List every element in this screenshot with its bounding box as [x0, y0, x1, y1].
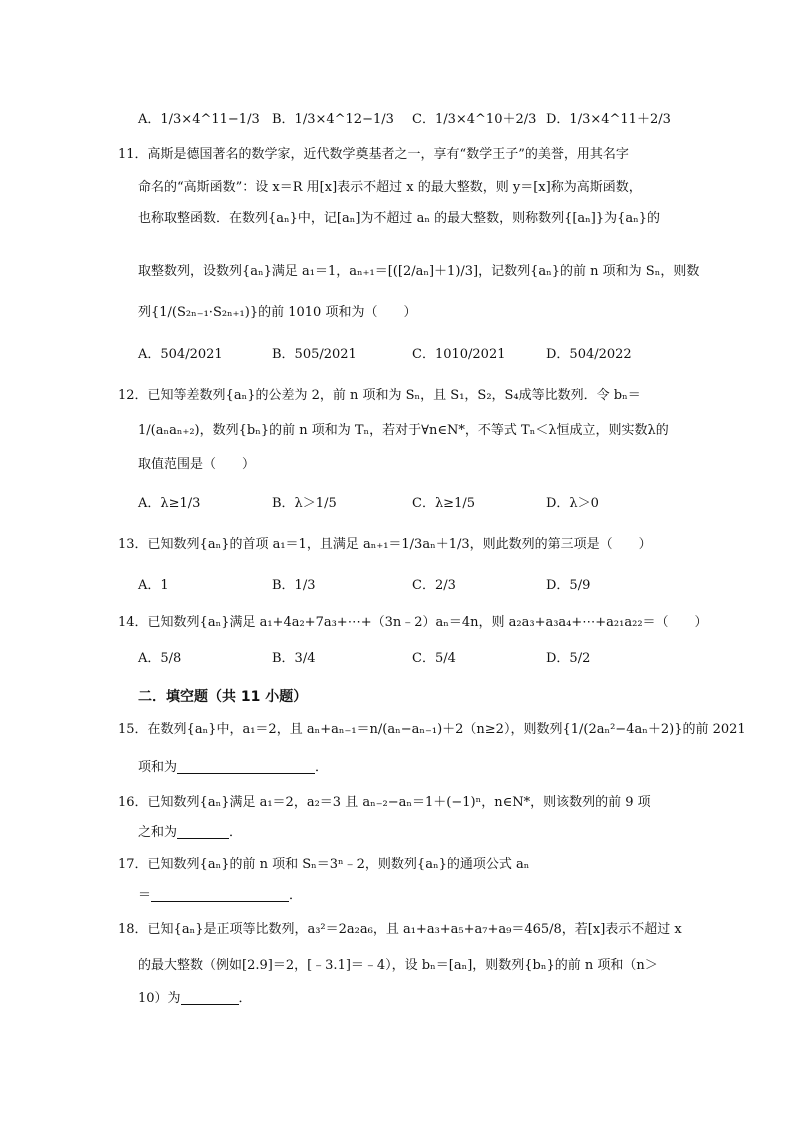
q11-line-4: 取整数列，设数列{aₙ}满足 a₁＝1，aₙ₊₁＝[([2/aₙ]＋1)/3]，记数列{aₙ}的前 n 项和为 Sₙ，则数 [138, 264, 700, 279]
q18-answer-blank[interactable] [181, 990, 239, 1005]
q16-line-1: 16．已知数列{aₙ}满足 a₁＝2，a₂＝3 且 aₙ₋₂−aₙ＝1＋(−1)ⁿ，n∈N*，则该数列的前 9 项 [118, 795, 651, 810]
q12-line-2: 1/(aₙaₙ₊₂)，数列{bₙ}的前 n 项和为 Tₙ，若对于∀n∈N*，不等式 Tₙ＜λ恒成立，则实数λ的 [138, 423, 669, 438]
q10-option-c: C．1/3×4^10＋2/3 [412, 112, 537, 127]
q18-text: 10）为 [138, 991, 181, 1006]
q13-line-1: 13．已知数列{aₙ}的首项 a₁＝1，且满足 aₙ₊₁＝1/3aₙ＋1/3，则此数列的第三项是（ ） [118, 537, 652, 552]
q16-period: ． [229, 825, 243, 840]
q12-line-1: 12．已知等差数列{aₙ}的公差为 2，前 n 项和为 Sₙ，且 S₁，S₂，S₄成等比数列．令 bₙ＝ [118, 388, 641, 403]
q15-period: ． [315, 760, 329, 775]
q15-line-2 [138, 758, 328, 778]
q16-line-2 [138, 823, 242, 843]
q10-option-d: D．1/3×4^11＋2/3 [546, 112, 671, 127]
q15-answer-blank[interactable] [177, 759, 315, 774]
q17-answer-blank[interactable] [151, 887, 289, 902]
q13-option-a: A．1 [138, 578, 169, 593]
q11-option-d: D．504/2022 [546, 347, 632, 362]
q17-line-1: 17．已知数列{aₙ}的前 n 项和 Sₙ＝3ⁿ﹣2，则数列{aₙ}的通项公式 aₙ [118, 857, 530, 872]
q11-line-2: 命名的“高斯函数”：设 x＝R 用[x]表示不超过 x 的最大整数，则 y＝[x]称为高斯函数， [138, 180, 642, 195]
q11-option-b: B．505/2021 [272, 347, 357, 362]
q18-line-3 [138, 989, 252, 1009]
q11-line-1: 11．高斯是德国著名的数学家，近代数学奠基者之一，享有“数学王子”的美誉，用其名字 [118, 147, 629, 162]
q10-option-b: B．1/3×4^12−1/3 [272, 112, 394, 127]
q13-option-b: B．1/3 [272, 578, 316, 593]
q17-line-2 [138, 886, 302, 906]
q14-option-a: A．5/8 [138, 651, 182, 666]
q12-option-a: A．λ≥1/3 [138, 496, 201, 511]
q17-period: ． [289, 888, 303, 903]
q10-option-a: A．1/3×4^11−1/3 [138, 112, 260, 127]
q14-option-c: C．5/4 [412, 651, 456, 666]
q18-line-2: 的最大整数（例如[2.9]＝2，[﹣3.1]＝﹣4），设 bₙ＝[aₙ]，则数列{bₙ}的前 n 项和（n＞ [138, 958, 658, 973]
q12-option-c: C．λ≥1/5 [412, 496, 476, 511]
q18-line-1: 18．已知{aₙ}是正项等比数列，a₃²＝2a₂a₆，且 a₁+a₃+a₅+a₇+a₉＝465/8，若[x]表示不超过 x [118, 922, 682, 937]
q12-option-b: B．λ＞1/5 [272, 496, 337, 511]
q16-text: 之和为 [138, 825, 178, 840]
q14-option-d: D．5/2 [546, 651, 591, 666]
q13-option-d: D．5/9 [546, 578, 591, 593]
q11-line-5: 列{1/(S₂ₙ₋₁·S₂ₙ₊₁)}的前 1010 项和为（ ） [138, 305, 417, 320]
section-heading: 二．填空题（共 11 小题） [138, 689, 308, 705]
q17-text: ＝ [138, 888, 152, 903]
q14-option-b: B．3/4 [272, 651, 316, 666]
q11-option-a: A．504/2021 [138, 347, 223, 362]
q11-line-3: 也称取整函数．在数列{aₙ}中，记[aₙ]为不超过 aₙ 的最大整数，则称数列{[aₙ]}为{aₙ}的 [138, 211, 661, 226]
q15-line-1: 15．在数列{aₙ}中，a₁＝2，且 aₙ+aₙ₋₁＝n/(aₙ−aₙ₋₁)＋2（n≥2），则数列{1/(2aₙ²−4aₙ＋2)}的前 2021 [118, 722, 746, 737]
q15-text: 项和为 [138, 760, 178, 775]
q14-line-1: 14．已知数列{aₙ}满足 a₁+4a₂+7a₃+⋯+（3n﹣2）aₙ＝4n，则 a₂a₃+a₃a₄+⋯+a₂₁a₂₂＝（ ） [118, 615, 708, 630]
q16-answer-blank[interactable] [177, 824, 229, 839]
q12-option-d: D．λ＞0 [546, 496, 599, 511]
q18-period: ． [238, 991, 252, 1006]
q13-option-c: C．2/3 [412, 578, 456, 593]
q12-line-3: 取值范围是（ ） [138, 457, 256, 472]
q11-option-c: C．1010/2021 [412, 347, 506, 362]
